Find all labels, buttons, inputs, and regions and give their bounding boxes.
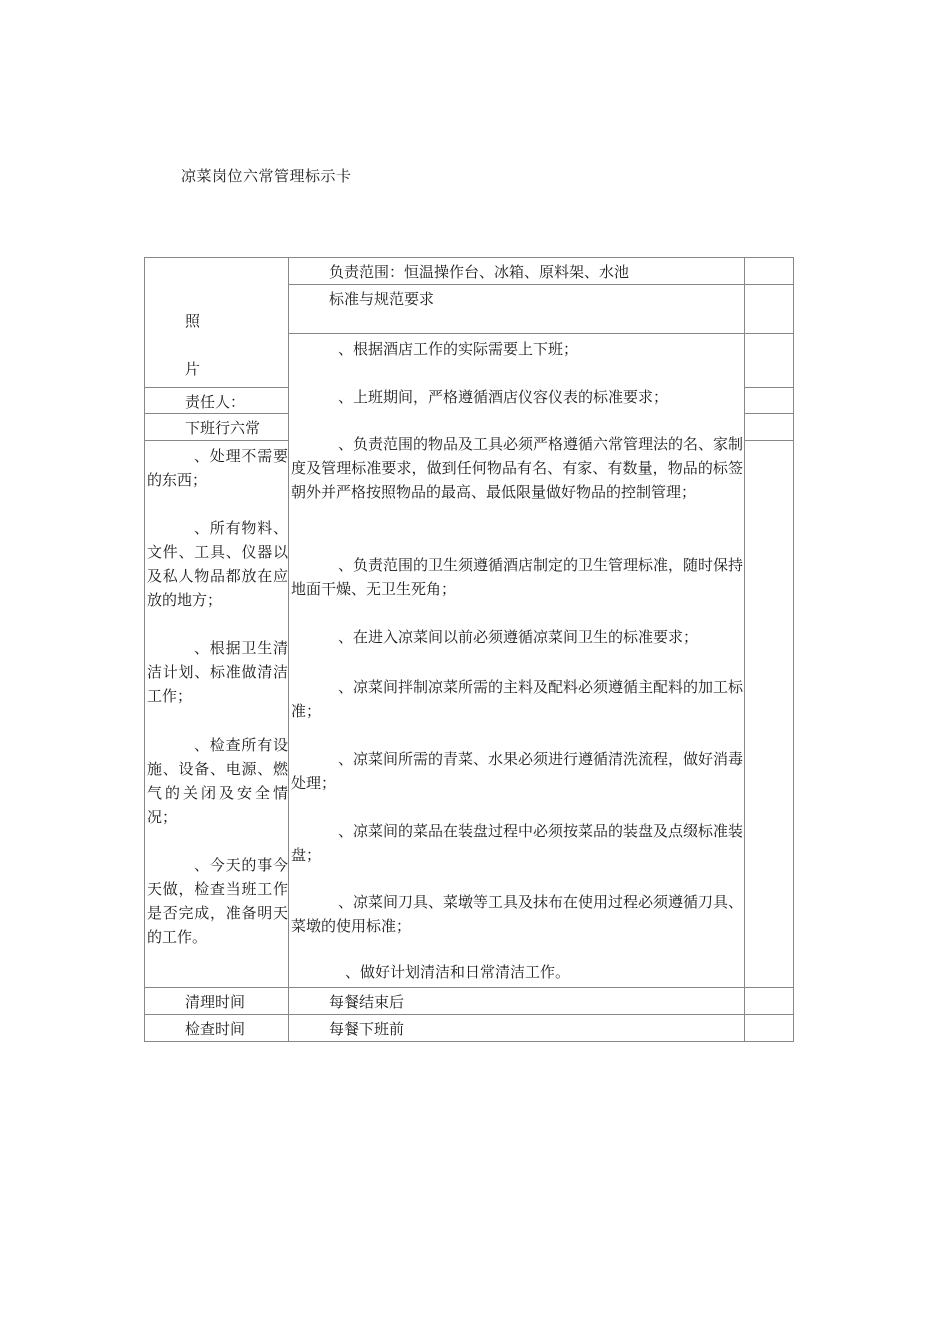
offduty-item-5: 、今天的事今天做，检查当班工作是否完成，准备明天的工作。 (147, 856, 288, 946)
responsible-cell (144, 387, 289, 414)
offduty-item-1: 、处理不需要的东西； (147, 447, 288, 489)
offduty-header-cell (144, 413, 289, 441)
cleaning-time-label-cell (144, 987, 289, 1015)
photo-label-char-2: 片 (185, 360, 201, 378)
standard-item-5: 、在进入凉菜间以前必须遵循凉菜间卫生的标准要求； (338, 628, 699, 646)
photo-cell (144, 257, 289, 388)
cleaning-time-label: 清理时间 (185, 993, 246, 1011)
standard-item-10: 、做好计划清洁和日常清洁工作。 (345, 963, 571, 981)
inspection-time-value: 每餐下班前 (329, 1020, 405, 1038)
standard-item-6: 、凉菜间拌制凉菜所需的主料及配料必须遵循主配料的加工标准； (291, 678, 744, 720)
document-title: 凉菜岗位六常管理标示卡 (181, 167, 352, 185)
standard-item-3: 、负责范围的物品及工具必须严格遵循六常管理法的名、家制度及管理标准要求，做到任何物品有名、有家、有数量，物品的标签朝外并严格按照物品的最高、最低限量做好物品的控制管理； (291, 435, 744, 501)
responsible-label: 责任人： (185, 393, 246, 411)
standard-item-9: 、凉菜间刀具、菜墩等工具及抹布在使用过程必须遵循刀具、菜墩的使用标准； (291, 893, 744, 935)
cleaning-time-value: 每餐结束后 (329, 993, 405, 1011)
blank-cell-5 (744, 413, 794, 441)
scope-cell (288, 257, 745, 285)
blank-cell-3 (744, 333, 794, 388)
offduty-list-cell (144, 440, 289, 988)
standard-item-1: 、根据酒店工作的实际需要上下班； (338, 340, 579, 358)
photo-label-char-1: 照 (185, 312, 201, 330)
cleaning-time-value-cell (288, 987, 745, 1015)
standards-header: 标准与规范要求 (329, 290, 435, 308)
standard-item-2: 、上班期间，严格遵循酒店仪容仪表的标准要求； (338, 388, 669, 406)
blank-cell-6 (744, 440, 794, 988)
standard-item-4: 、负责范围的卫生须遵循酒店制定的卫生管理标准，随时保持地面干燥、无卫生死角； (291, 556, 744, 598)
offduty-item-2: 、所有物料、文件、工具、仪器以及私人物品都放在应放的地方； (147, 519, 288, 609)
standards-header-cell (288, 284, 745, 334)
blank-cell-1 (744, 257, 794, 285)
scope-text: 负责范围：恒温操作台、冰箱、原料架、水池 (329, 263, 630, 281)
inspection-time-value-cell (288, 1014, 745, 1042)
standards-list-cell (288, 333, 745, 988)
standard-item-7: 、凉菜间所需的青菜、水果必须进行遵循清洗流程，做好消毒处理； (291, 750, 744, 792)
inspection-time-label: 检查时间 (185, 1020, 246, 1038)
blank-cell-8 (744, 1014, 794, 1042)
blank-cell-4 (744, 387, 794, 414)
blank-cell-2 (744, 284, 794, 334)
offduty-item-4: 、检查所有设施、设备、电源、燃气的关闭及安全情况； (147, 736, 288, 826)
inspection-time-label-cell (144, 1014, 289, 1042)
offduty-header: 下班行六常 (185, 419, 261, 437)
blank-cell-7 (744, 987, 794, 1015)
offduty-item-3: 、根据卫生清洁计划、标准做清洁工作； (147, 639, 288, 705)
standard-item-8: 、凉菜间的菜品在装盘过程中必须按菜品的装盘及点缀标准装盘； (291, 822, 744, 864)
management-card-table (144, 257, 794, 1042)
